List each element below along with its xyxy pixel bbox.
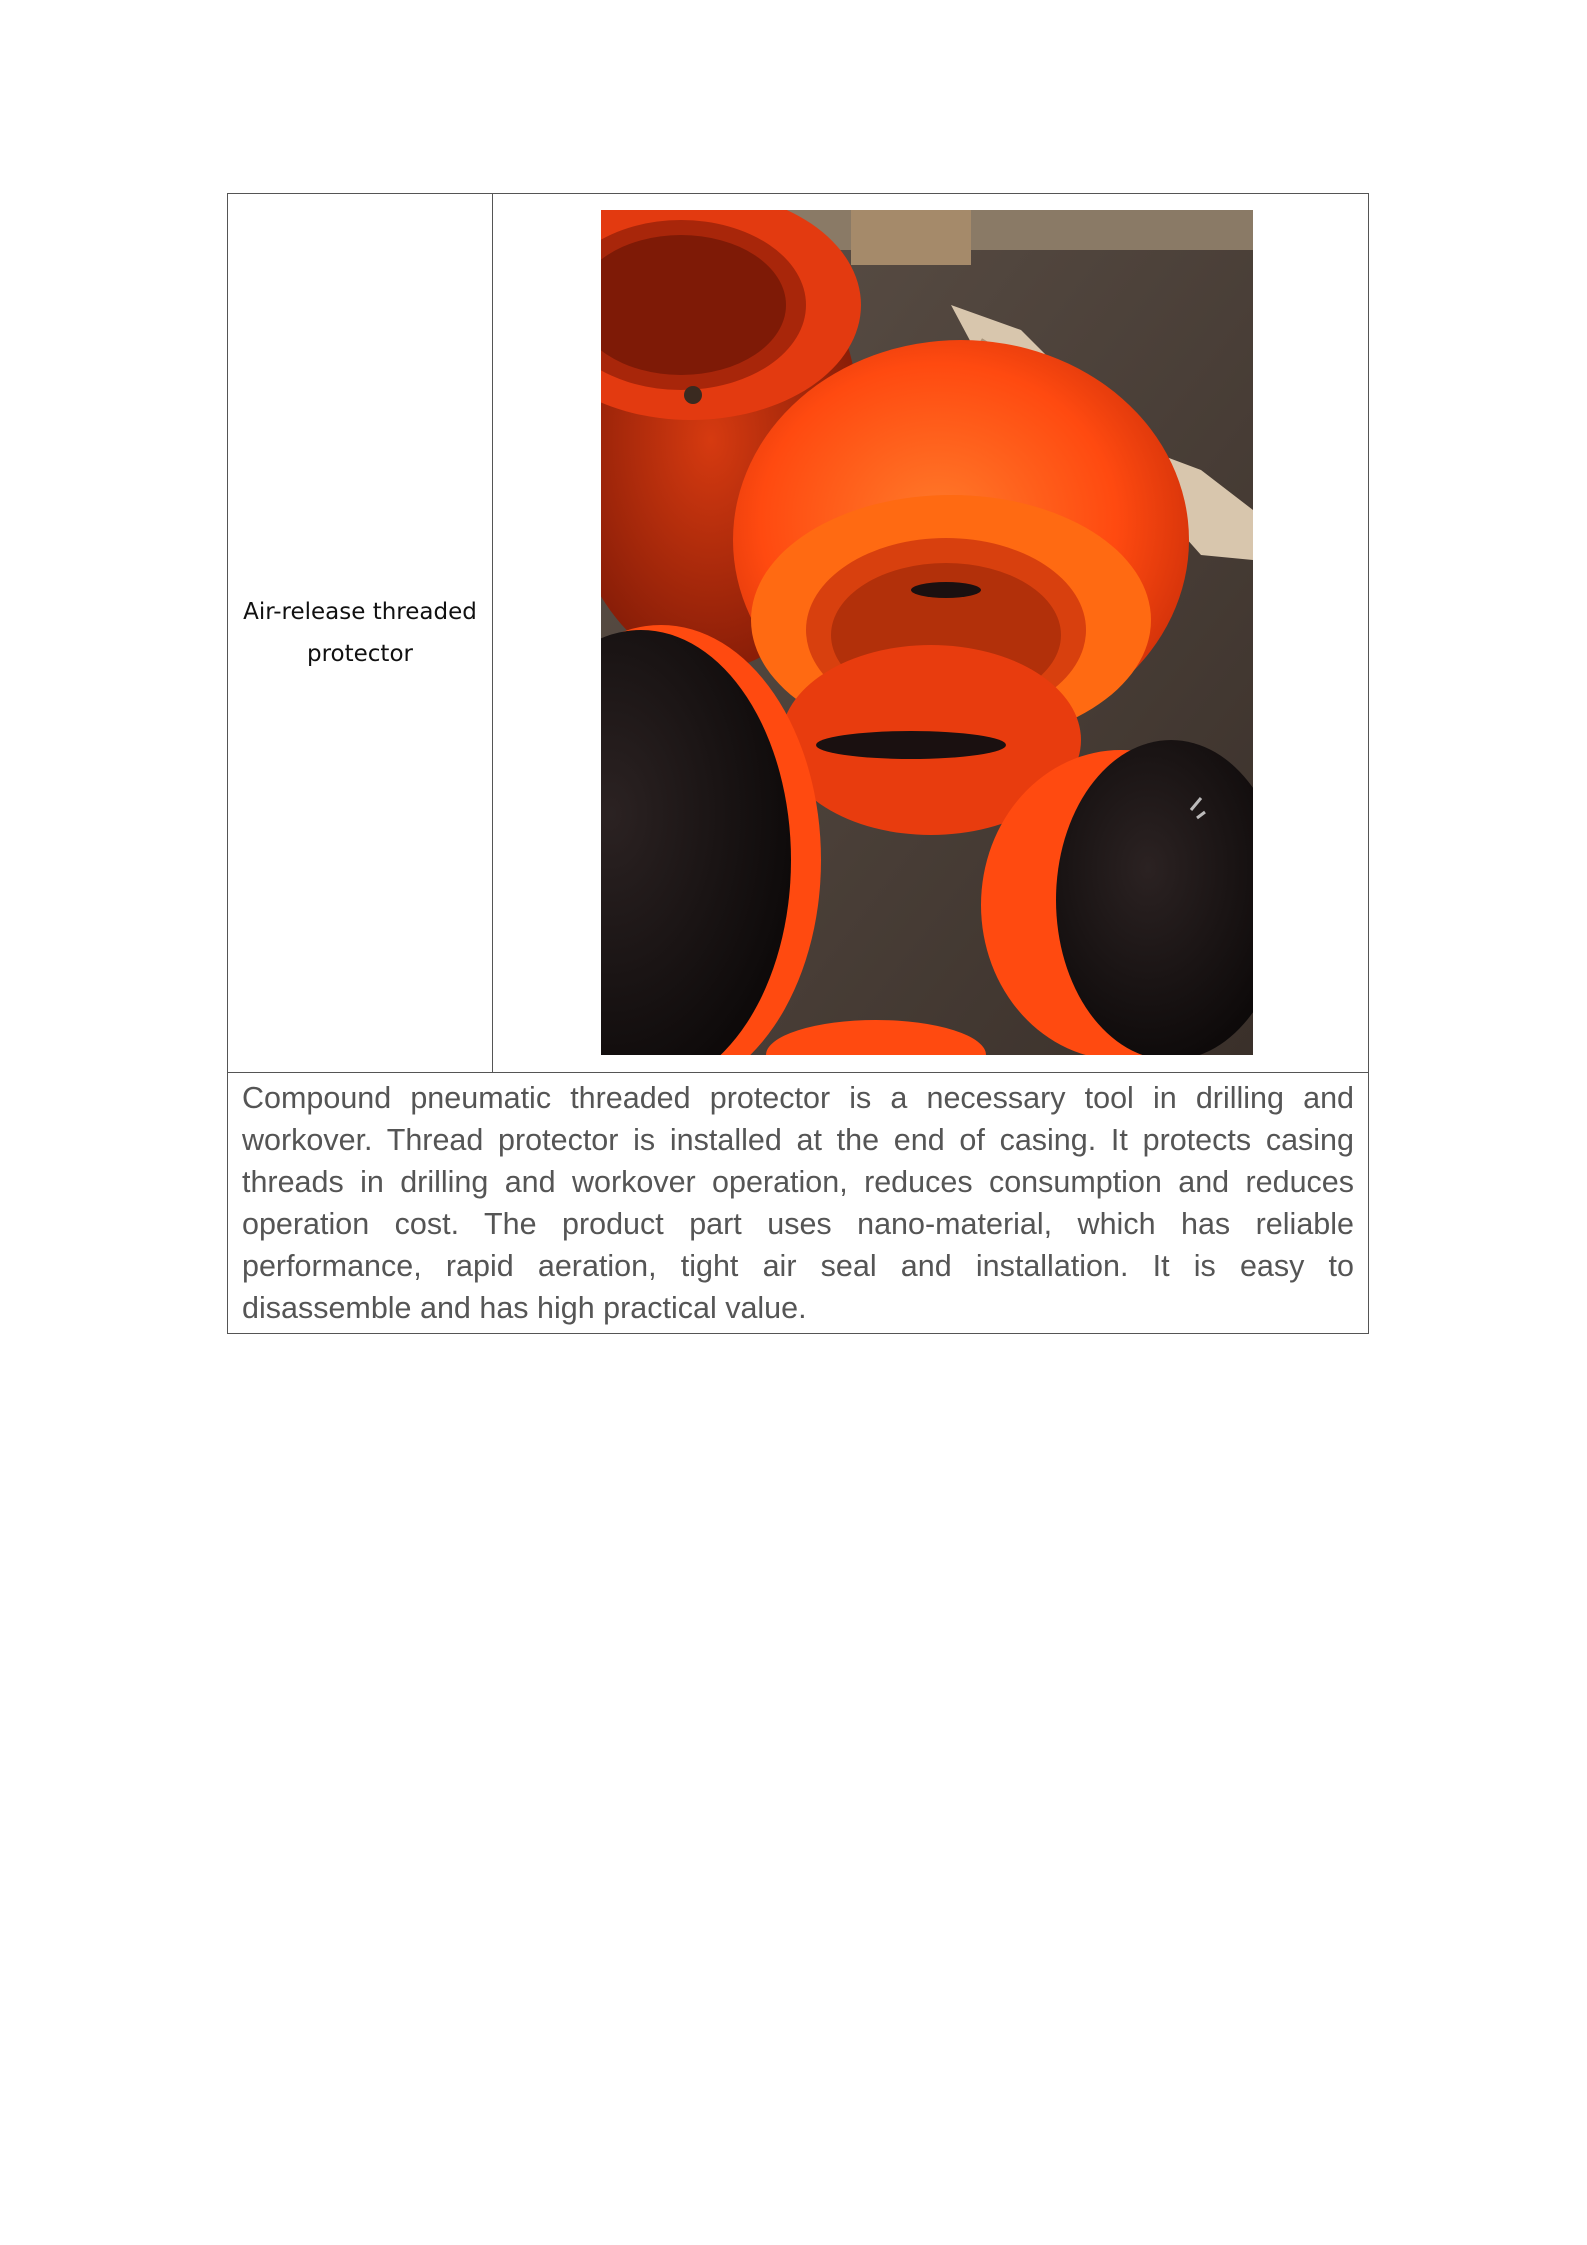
thread-protector-illustration	[601, 210, 1253, 1055]
product-name: Air-release threaded protector	[243, 599, 477, 667]
label-cell	[228, 194, 493, 1072]
description-row	[228, 1073, 1368, 1333]
product-photo	[601, 210, 1253, 1055]
product-table	[227, 193, 1369, 1334]
table-row	[228, 194, 1368, 1073]
photo-cell	[493, 194, 1368, 1072]
product-description: Compound pneumatic threaded protector is a necessary tool in drilling and workover. Thread protector is installed at the end of casing. It protects casing threads in drilling and workover operation, reduces consumption and reduces operation cost. The product part uses nano-material, which has reliable performance, rapid aeration, tight air seal and installation. It is easy to disassemble and has high practical value.	[242, 1081, 1354, 1325]
